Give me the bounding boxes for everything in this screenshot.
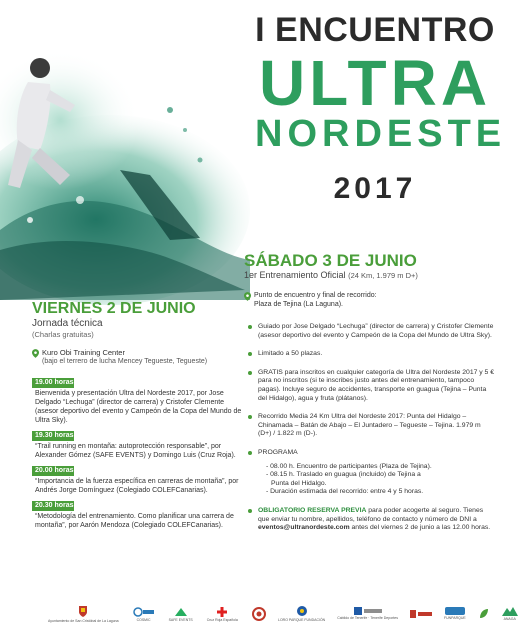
logo-label: COSMIC <box>136 617 151 622</box>
meeting-point-title: Punto de encuentro y final de recorrido: <box>254 292 377 299</box>
logo-red-sponsor <box>410 610 432 618</box>
red-sponsor-logo-icon <box>410 610 432 618</box>
bullet-icon <box>248 371 252 375</box>
talk-time: 20.30 horas <box>32 501 74 511</box>
logo-anaga <box>502 606 518 621</box>
reservation-email[interactable]: eventos@ultranordeste.com <box>258 524 350 532</box>
hero-artwork <box>0 0 250 300</box>
talk-text: “Trail running en montaña: autoprotección responsable”, por Alexander Gómez (SAFE EVENTS) y Domingo Luis (Cruz Roja). <box>35 443 236 459</box>
round-badge-icon <box>252 607 266 621</box>
talk-item <box>32 378 242 425</box>
talk-item <box>32 466 242 495</box>
program-heading <box>244 449 494 458</box>
logo-label: FUNPARQUE <box>443 616 466 620</box>
talk-time: 20.00 horas <box>32 466 74 476</box>
bullet-icon <box>248 415 252 419</box>
logo-ayuntamiento <box>48 605 119 623</box>
logo-funparque <box>444 607 466 620</box>
cosmic-logo-icon <box>133 607 155 617</box>
talk-item <box>32 501 242 530</box>
coat-of-arms-icon <box>78 605 88 618</box>
friday-note: (Charlas gratuitas) <box>32 330 94 339</box>
reservation-text1: para poder acogerte al seguro. Tienes que enviar tu nombre, apellidos, teléfono de contacto y número de DNI a <box>258 506 484 523</box>
logo-label: LORO PARQUE FUNDACIÓN <box>278 618 326 622</box>
logo-cosmic <box>133 607 155 622</box>
logo-safe-events <box>169 607 193 622</box>
meeting-point-place: Plaza de Tejina (La Laguna). <box>254 301 343 308</box>
saturday-subtitle-detail: (24 Km, 1.979 m D+) <box>348 271 418 280</box>
friday-location <box>32 348 242 366</box>
title-year: 2017 <box>333 172 417 205</box>
talk-time: 19.00 horas <box>32 378 74 388</box>
saturday-title: SÁBADO 3 DE JUNIO <box>244 251 417 270</box>
info-item <box>244 369 494 403</box>
talk-text: “Importancia de la fuerza específica en carreras de montaña”, por Andrés Jorge Domínguez (Colegiado COLEFCanarias). <box>35 478 239 494</box>
saturday-section <box>244 252 494 533</box>
saturday-subtitle-main: 1er Entrenamiento Oficial <box>244 270 346 280</box>
parrot-logo-icon <box>296 605 308 617</box>
friday-section <box>32 300 242 530</box>
program-line: - Duración estimada del recorrido: entre 4 y 5 horas. <box>266 488 424 496</box>
logo-tenerife-deportes <box>337 607 398 620</box>
bullet-icon <box>248 325 252 329</box>
tenerife-logo-icon <box>354 607 382 615</box>
sponsor-logos-left <box>48 605 266 623</box>
friday-subtitle: Jornada técnica <box>32 318 103 329</box>
talk-text: Bienvenida y presentación Ultra del Nordeste 2017, por Jose Delgado “Lechuga” (director de carrera) y Cristofer Clemente (asesor deportivo del evento y Campeón de la Copa del Mundo de Ultra Sky). <box>35 390 242 424</box>
reservation-note <box>244 507 494 533</box>
logo-loro-parque <box>278 605 325 622</box>
program-list <box>244 463 494 497</box>
anaga-logo-icon <box>502 606 518 616</box>
title-line2: ULTRA <box>258 47 492 119</box>
event-title <box>255 10 507 206</box>
friday-location-sub: (bajo el terrero de lucha Mencey Tegueste, Tegueste) <box>42 358 208 365</box>
program-line: - 08.00 h. Encuentro de participantes (Plaza de Tejina). <box>266 462 432 470</box>
title-line1: I ENCUENTRO <box>255 11 495 49</box>
info-item-text: Recorrido Media 24 Km Ultra del Nordeste 2017: Punta del Hidalgo – Chinamada – Batán de Abajo – El Juntadero – Tegueste – Tejina. 1.979 m (D+) / 1.822 m (D-). <box>258 413 481 438</box>
title-line3: NORDESTE <box>255 113 507 155</box>
location-pin-icon <box>32 349 39 358</box>
logo-label: Cruz Roja Española <box>206 617 238 622</box>
info-item <box>244 413 494 439</box>
meeting-point <box>244 291 494 309</box>
info-item-text: GRATIS para inscritos en cualquier categoría de Ultra del Nordeste 2017 y 5 € para no inscritos (si te inscribes justo antes del entrenamiento, tampoco pagas). Incluye seguro de accidentes, transporte en guagua (Tejina – Punta del Hidalgo), agua y fruta (plátanos). <box>258 368 494 402</box>
logo-label: ANAGA <box>503 617 516 621</box>
bullet-icon <box>248 352 252 356</box>
friday-location-title: Kuro Obi Training Center <box>42 348 125 357</box>
logo-label: Ayuntamiento de San Cristóbal de La Laguna <box>48 619 119 623</box>
talk-text: “Metodología del entrenamiento. Como planificar una carrera de montaña”, por Aarón Mendoza (Colegiado COLEFCanarias). <box>35 513 234 529</box>
logo-label: Cabildo de Tenerife · Tenerife Deportes <box>337 616 398 620</box>
info-item-text: Limitado a 50 plazas. <box>258 350 323 358</box>
location-pin-icon <box>244 292 251 301</box>
logo-cruz-roja <box>207 607 238 622</box>
bullet-icon <box>248 509 252 513</box>
talk-time: 19.30 horas <box>32 431 74 441</box>
red-cross-icon <box>217 607 227 617</box>
friday-title: VIERNES 2 DE JUNIO <box>32 300 196 317</box>
reservation-text2: antes del viernes 2 de junio a las 12.00 horas. <box>349 524 491 532</box>
funparque-logo-icon <box>445 607 465 615</box>
sponsor-logos-right <box>278 605 518 622</box>
program-line: Punta del Hidalgo. <box>271 479 327 487</box>
info-item <box>244 350 494 359</box>
info-item-text: Guiado por Jose Delgado “Lechuga” (director de carrera) y Cristofer Clemente (asesor deportivo del evento y Campeón de la Copa del Mundo de Ultra Sky). <box>258 323 494 339</box>
bullet-icon <box>248 451 252 455</box>
program-line: - 08.15 h. Traslado en guagua (incluido) de Tejina a <box>266 471 421 479</box>
leaf-logo-icon <box>478 608 490 620</box>
reservation-strong: OBLIGATORIO RESERVA PREVIA <box>258 506 367 514</box>
talk-item <box>32 431 242 460</box>
info-item <box>244 323 494 340</box>
safe-events-logo-icon <box>173 607 189 617</box>
logo-round-badge <box>252 607 266 621</box>
program-label: PROGRAMA <box>258 448 298 456</box>
logo-label: SAFE EVENTS <box>168 617 193 622</box>
saturday-subtitle <box>244 270 494 281</box>
logo-green-leaf <box>478 608 490 620</box>
